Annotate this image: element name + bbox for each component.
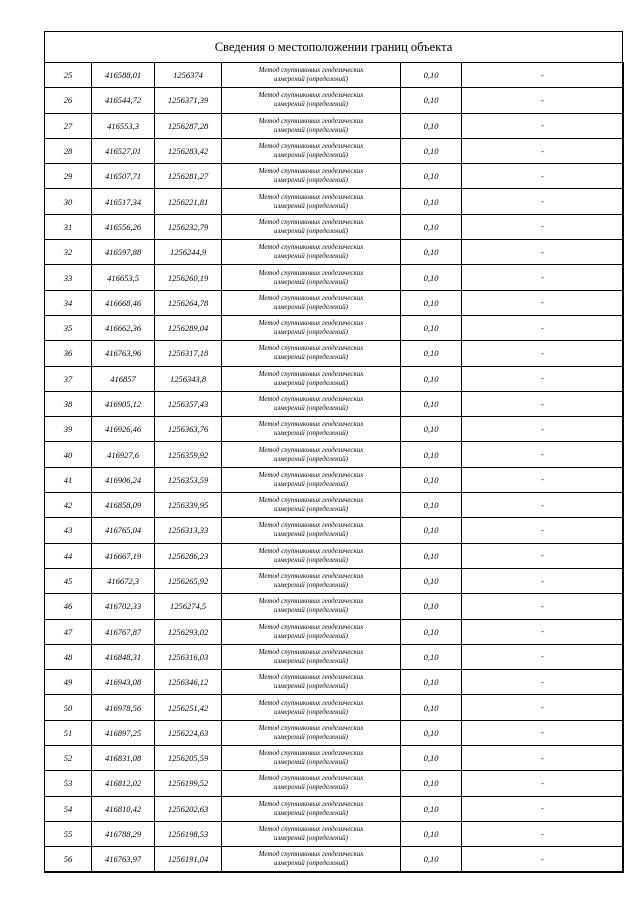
x-coordinate-cell: 416527,01 — [92, 138, 155, 163]
method-line-2: измерений (определений) — [274, 732, 348, 741]
point-number-cell: 41 — [45, 467, 92, 492]
x-coordinate-cell: 416667,19 — [92, 543, 155, 568]
description-cell: - — [462, 821, 624, 846]
x-coordinate-cell: 416943,08 — [92, 670, 155, 695]
method-line-2: измерений (определений) — [274, 631, 348, 640]
x-coordinate-cell: 416765,04 — [92, 518, 155, 543]
x-coordinate-cell: 416857 — [92, 366, 155, 391]
description-cell: - — [462, 746, 624, 771]
method-line-1: Метод спутниковых геодезических — [258, 470, 364, 479]
y-coordinate-cell: 1256244,9 — [155, 240, 222, 265]
method-line-1: Метод спутниковых геодезических — [258, 445, 364, 454]
method-line-1: Метод спутниковых геодезических — [258, 344, 364, 353]
method-line-1: Метод спутниковых геодезических — [258, 116, 364, 125]
table-row — [45, 796, 624, 821]
accuracy-cell: 0,10 — [401, 746, 462, 771]
accuracy-cell: 0,10 — [401, 265, 462, 290]
method-line-2: измерений (определений) — [274, 707, 348, 716]
accuracy-cell: 0,10 — [401, 644, 462, 669]
method-line-2: измерений (определений) — [274, 378, 348, 387]
method-line-2: измерений (определений) — [274, 404, 348, 412]
method-line-1: Метод спутниковых геодезических — [258, 243, 364, 252]
y-coordinate-cell: 1256357,43 — [155, 391, 222, 416]
method-line-2: измерений (определений) — [274, 100, 348, 109]
method-line-1: Метод спутниковых геодезических — [258, 293, 364, 302]
method-line-1: Метод спутниковых геодезических — [258, 142, 364, 151]
point-number-cell: 49 — [45, 670, 92, 695]
method-cell — [222, 493, 401, 518]
method-line-2: измерений (определений) — [274, 505, 348, 514]
y-coordinate-cell: 1256274,5 — [155, 594, 222, 619]
table-row — [45, 366, 624, 391]
table-row — [45, 493, 624, 518]
method-line-2: измерений (определений) — [274, 834, 348, 843]
method-line-2: измерений (определений) — [274, 454, 348, 463]
method-cell — [222, 746, 401, 771]
method-line-1: Метод спутниковых геодезических — [258, 496, 364, 505]
x-coordinate-cell: 416848,31 — [92, 644, 155, 669]
method-cell — [222, 442, 401, 467]
method-cell — [222, 720, 401, 745]
point-number-cell: 30 — [45, 189, 92, 214]
coordinates-table — [44, 62, 624, 873]
point-number-cell: 56 — [45, 847, 92, 872]
method-cell — [222, 164, 401, 189]
x-coordinate-cell: 416507,71 — [92, 164, 155, 189]
method-line-1: Метод спутниковых геодезических — [258, 91, 364, 100]
y-coordinate-cell: 1256191,04 — [155, 847, 222, 872]
description-cell: - — [462, 619, 624, 644]
accuracy-cell: 0,10 — [401, 113, 462, 138]
method-cell — [222, 670, 401, 695]
y-coordinate-cell: 1256287,28 — [155, 113, 222, 138]
accuracy-cell: 0,10 — [401, 695, 462, 720]
method-line-2: измерений (определений) — [274, 176, 348, 185]
description-cell: - — [462, 265, 624, 290]
point-number-cell: 33 — [45, 265, 92, 290]
point-number-cell: 26 — [45, 88, 92, 113]
accuracy-cell: 0,10 — [401, 568, 462, 593]
point-number-cell: 45 — [45, 568, 92, 593]
x-coordinate-cell: 416767,87 — [92, 619, 155, 644]
method-line-2: измерений (определений) — [274, 758, 348, 767]
method-cell — [222, 417, 401, 442]
y-coordinate-cell: 1256221,81 — [155, 189, 222, 214]
method-line-2: измерений (определений) — [274, 226, 348, 235]
method-line-2: измерений (определений) — [274, 783, 348, 792]
table-row — [45, 442, 624, 467]
y-coordinate-cell: 1256316,03 — [155, 644, 222, 669]
y-coordinate-cell: 1256363,76 — [155, 417, 222, 442]
point-number-cell: 50 — [45, 695, 92, 720]
y-coordinate-cell: 1256313,33 — [155, 518, 222, 543]
method-cell — [222, 543, 401, 568]
table-row — [45, 164, 624, 189]
accuracy-cell: 0,10 — [401, 417, 462, 442]
x-coordinate-cell: 416812,02 — [92, 771, 155, 796]
description-cell: - — [462, 240, 624, 265]
accuracy-cell: 0,10 — [401, 467, 462, 492]
table-body — [45, 63, 624, 873]
y-coordinate-cell: 1256232,79 — [155, 214, 222, 239]
description-cell: - — [462, 670, 624, 695]
accuracy-cell: 0,10 — [401, 543, 462, 568]
description-cell: - — [462, 290, 624, 315]
point-number-cell: 29 — [45, 164, 92, 189]
table-row — [45, 543, 624, 568]
accuracy-cell: 0,10 — [401, 771, 462, 796]
method-line-2: измерений (определений) — [274, 859, 348, 868]
point-number-cell: 54 — [45, 796, 92, 821]
accuracy-cell: 0,10 — [401, 189, 462, 214]
description-cell: - — [462, 164, 624, 189]
page-title: Сведения о местоположении границ объекта — [214, 40, 453, 54]
method-line-1: Метод спутниковых геодезических — [258, 546, 364, 555]
accuracy-cell: 0,10 — [401, 796, 462, 821]
x-coordinate-cell: 416588,01 — [92, 63, 155, 88]
method-line-1: Метод спутниковых геодезических — [258, 723, 364, 732]
method-cell — [222, 847, 401, 872]
x-coordinate-cell: 416788,29 — [92, 821, 155, 846]
table-row — [45, 417, 624, 442]
accuracy-cell: 0,10 — [401, 594, 462, 619]
method-line-2: измерений (определений) — [274, 682, 348, 691]
accuracy-cell: 0,10 — [401, 63, 462, 88]
table-row — [45, 568, 624, 593]
method-cell — [222, 290, 401, 315]
point-number-cell: 32 — [45, 240, 92, 265]
method-cell — [222, 771, 401, 796]
y-coordinate-cell: 1256251,42 — [155, 695, 222, 720]
method-line-2: измерений (определений) — [274, 479, 348, 488]
method-line-2: измерений (определений) — [274, 656, 348, 665]
point-number-cell: 53 — [45, 771, 92, 796]
y-coordinate-cell: 1256374 — [155, 63, 222, 88]
method-line-1: Метод спутниковых геодезических — [258, 369, 364, 378]
method-cell — [222, 189, 401, 214]
y-coordinate-cell: 1256339,95 — [155, 493, 222, 518]
method-line-2: измерений (определений) — [274, 252, 348, 261]
y-coordinate-cell: 1256265,92 — [155, 568, 222, 593]
y-coordinate-cell: 1256289,04 — [155, 315, 222, 340]
accuracy-cell: 0,10 — [401, 847, 462, 872]
method-line-1: Метод спутниковых геодезических — [258, 66, 364, 75]
accuracy-cell: 0,10 — [401, 442, 462, 467]
description-cell: - — [462, 518, 624, 543]
method-line-1: Метод спутниковых геодезических — [258, 167, 364, 176]
x-coordinate-cell: 416906,24 — [92, 467, 155, 492]
accuracy-cell: 0,10 — [401, 619, 462, 644]
method-cell — [222, 568, 401, 593]
description-cell: - — [462, 366, 624, 391]
method-line-2: измерений (определений) — [274, 429, 348, 438]
accuracy-cell: 0,10 — [401, 670, 462, 695]
method-cell — [222, 366, 401, 391]
method-line-2: измерений (определений) — [274, 530, 348, 539]
description-cell: - — [462, 442, 624, 467]
point-number-cell: 38 — [45, 391, 92, 416]
y-coordinate-cell: 1256283,42 — [155, 138, 222, 163]
accuracy-cell: 0,10 — [401, 290, 462, 315]
accuracy-cell: 0,10 — [401, 88, 462, 113]
method-line-1: Метод спутниковых геодезических — [258, 673, 364, 682]
x-coordinate-cell: 416662,36 — [92, 315, 155, 340]
method-line-2: измерений (определений) — [274, 353, 348, 362]
point-number-cell: 37 — [45, 366, 92, 391]
y-coordinate-cell: 1256346,12 — [155, 670, 222, 695]
accuracy-cell: 0,10 — [401, 493, 462, 518]
accuracy-cell: 0,10 — [401, 391, 462, 416]
point-number-cell: 40 — [45, 442, 92, 467]
table-row — [45, 138, 624, 163]
method-line-1: Метод спутниковых геодезических — [258, 192, 364, 201]
method-cell — [222, 796, 401, 821]
method-line-2: измерений (определений) — [274, 201, 348, 210]
method-line-1: Метод спутниковых геодезических — [258, 521, 364, 530]
method-line-2: измерений (определений) — [274, 606, 348, 615]
table-row — [45, 644, 624, 669]
accuracy-cell: 0,10 — [401, 315, 462, 340]
table-row — [45, 518, 624, 543]
table-row — [45, 746, 624, 771]
method-line-1: Метод спутниковых геодезических — [258, 749, 364, 758]
y-coordinate-cell: 1256317,18 — [155, 341, 222, 366]
method-line-1: Метод спутниковых геодезических — [258, 825, 364, 834]
method-cell — [222, 821, 401, 846]
point-number-cell: 47 — [45, 619, 92, 644]
method-cell — [222, 214, 401, 239]
method-line-2: измерений (определений) — [274, 151, 348, 160]
method-cell — [222, 240, 401, 265]
x-coordinate-cell: 416927,6 — [92, 442, 155, 467]
table-row — [45, 63, 624, 88]
accuracy-cell: 0,10 — [401, 138, 462, 163]
table-row — [45, 847, 624, 872]
description-cell: - — [462, 695, 624, 720]
method-line-1: Метод спутниковых геодезических — [258, 774, 364, 783]
x-coordinate-cell: 416672,3 — [92, 568, 155, 593]
method-line-1: Метод спутниковых геодезических — [258, 420, 364, 429]
table-row — [45, 265, 624, 290]
x-coordinate-cell: 416897,25 — [92, 720, 155, 745]
x-coordinate-cell: 416597,88 — [92, 240, 155, 265]
method-line-2: измерений (определений) — [274, 328, 348, 337]
method-line-2: измерений (определений) — [274, 75, 348, 84]
method-cell — [222, 518, 401, 543]
method-cell — [222, 619, 401, 644]
y-coordinate-cell: 1256353,59 — [155, 467, 222, 492]
method-cell — [222, 695, 401, 720]
point-number-cell: 51 — [45, 720, 92, 745]
method-line-2: измерений (определений) — [274, 302, 348, 311]
x-coordinate-cell: 416858,09 — [92, 493, 155, 518]
description-cell: - — [462, 417, 624, 442]
method-cell — [222, 63, 401, 88]
point-number-cell: 39 — [45, 417, 92, 442]
x-coordinate-cell: 416831,08 — [92, 746, 155, 771]
description-cell: - — [462, 63, 624, 88]
method-cell — [222, 594, 401, 619]
method-cell — [222, 467, 401, 492]
point-number-cell: 34 — [45, 290, 92, 315]
y-coordinate-cell: 1256343,8 — [155, 366, 222, 391]
point-number-cell: 25 — [45, 63, 92, 88]
method-cell — [222, 113, 401, 138]
accuracy-cell: 0,10 — [401, 366, 462, 391]
point-number-cell: 28 — [45, 138, 92, 163]
x-coordinate-cell: 416702,33 — [92, 594, 155, 619]
x-coordinate-cell: 416553,3 — [92, 113, 155, 138]
method-line-1: Метод спутниковых геодезических — [258, 395, 364, 403]
x-coordinate-cell: 416810,42 — [92, 796, 155, 821]
description-cell: - — [462, 543, 624, 568]
method-cell — [222, 644, 401, 669]
x-coordinate-cell: 416517,34 — [92, 189, 155, 214]
point-number-cell: 44 — [45, 543, 92, 568]
point-number-cell: 27 — [45, 113, 92, 138]
method-line-1: Метод спутниковых геодезических — [258, 799, 364, 808]
description-cell: - — [462, 720, 624, 745]
method-line-1: Метод спутниковых геодезических — [258, 268, 364, 277]
y-coordinate-cell: 1256371,39 — [155, 88, 222, 113]
point-number-cell: 46 — [45, 594, 92, 619]
y-coordinate-cell: 1256286,23 — [155, 543, 222, 568]
method-line-2: измерений (определений) — [274, 808, 348, 817]
point-number-cell: 48 — [45, 644, 92, 669]
description-cell: - — [462, 644, 624, 669]
coordinates-sheet — [44, 31, 623, 872]
method-cell — [222, 391, 401, 416]
table-row — [45, 240, 624, 265]
point-number-cell: 55 — [45, 821, 92, 846]
method-line-2: измерений (определений) — [274, 555, 348, 564]
method-line-1: Метод спутниковых геодезических — [258, 698, 364, 707]
method-cell — [222, 138, 401, 163]
table-row — [45, 88, 624, 113]
y-coordinate-cell: 1256260,19 — [155, 265, 222, 290]
description-cell: - — [462, 113, 624, 138]
table-row — [45, 720, 624, 745]
point-number-cell: 35 — [45, 315, 92, 340]
accuracy-cell: 0,10 — [401, 341, 462, 366]
y-coordinate-cell: 1256359,92 — [155, 442, 222, 467]
point-number-cell: 36 — [45, 341, 92, 366]
point-number-cell: 43 — [45, 518, 92, 543]
y-coordinate-cell: 1256199,52 — [155, 771, 222, 796]
method-line-1: Метод спутниковых геодезических — [258, 597, 364, 606]
description-cell: - — [462, 391, 624, 416]
point-number-cell: 42 — [45, 493, 92, 518]
description-cell: - — [462, 138, 624, 163]
method-cell — [222, 265, 401, 290]
description-cell: - — [462, 214, 624, 239]
y-coordinate-cell: 1256264,78 — [155, 290, 222, 315]
description-cell: - — [462, 189, 624, 214]
method-line-1: Метод спутниковых геодезических — [258, 217, 364, 226]
table-row — [45, 695, 624, 720]
description-cell: - — [462, 341, 624, 366]
method-cell — [222, 88, 401, 113]
method-cell — [222, 315, 401, 340]
table-row — [45, 113, 624, 138]
point-number-cell: 52 — [45, 746, 92, 771]
description-cell: - — [462, 467, 624, 492]
y-coordinate-cell: 1256293,02 — [155, 619, 222, 644]
table-row — [45, 594, 624, 619]
x-coordinate-cell: 416668,46 — [92, 290, 155, 315]
description-cell: - — [462, 88, 624, 113]
table-row — [45, 467, 624, 492]
x-coordinate-cell: 416653,5 — [92, 265, 155, 290]
x-coordinate-cell: 416556,26 — [92, 214, 155, 239]
table-row — [45, 290, 624, 315]
x-coordinate-cell: 416544,72 — [92, 88, 155, 113]
y-coordinate-cell: 1256205,59 — [155, 746, 222, 771]
accuracy-cell: 0,10 — [401, 720, 462, 745]
x-coordinate-cell: 416763,96 — [92, 341, 155, 366]
table-row — [45, 341, 624, 366]
method-line-1: Метод спутниковых геодезических — [258, 622, 364, 631]
method-line-1: Метод спутниковых геодезических — [258, 572, 364, 581]
description-cell: - — [462, 594, 624, 619]
accuracy-cell: 0,10 — [401, 164, 462, 189]
x-coordinate-cell: 416905,12 — [92, 391, 155, 416]
table-row — [45, 821, 624, 846]
method-line-1: Метод спутниковых геодезических — [258, 850, 364, 859]
description-cell: - — [462, 315, 624, 340]
x-coordinate-cell: 416926,46 — [92, 417, 155, 442]
method-cell — [222, 341, 401, 366]
method-line-2: измерений (определений) — [274, 581, 348, 590]
accuracy-cell: 0,10 — [401, 821, 462, 846]
x-coordinate-cell: 416763,97 — [92, 847, 155, 872]
method-line-2: измерений (определений) — [274, 277, 348, 286]
y-coordinate-cell: 1256198,53 — [155, 821, 222, 846]
description-cell: - — [462, 493, 624, 518]
y-coordinate-cell: 1256281,27 — [155, 164, 222, 189]
x-coordinate-cell: 416978,56 — [92, 695, 155, 720]
table-row — [45, 670, 624, 695]
table-row — [45, 771, 624, 796]
method-line-1: Метод спутниковых геодезических — [258, 647, 364, 656]
y-coordinate-cell: 1256202,63 — [155, 796, 222, 821]
table-row — [45, 619, 624, 644]
description-cell: - — [462, 568, 624, 593]
accuracy-cell: 0,10 — [401, 518, 462, 543]
accuracy-cell: 0,10 — [401, 214, 462, 239]
point-number-cell: 31 — [45, 214, 92, 239]
y-coordinate-cell: 1256224,63 — [155, 720, 222, 745]
description-cell: - — [462, 796, 624, 821]
table-row — [45, 214, 624, 239]
description-cell: - — [462, 847, 624, 872]
table-row — [45, 189, 624, 214]
table-row — [45, 391, 624, 416]
description-cell: - — [462, 771, 624, 796]
method-line-2: измерений (определений) — [274, 125, 348, 134]
accuracy-cell: 0,10 — [401, 240, 462, 265]
method-line-1: Метод спутниковых геодезических — [258, 319, 364, 328]
table-row — [45, 315, 624, 340]
